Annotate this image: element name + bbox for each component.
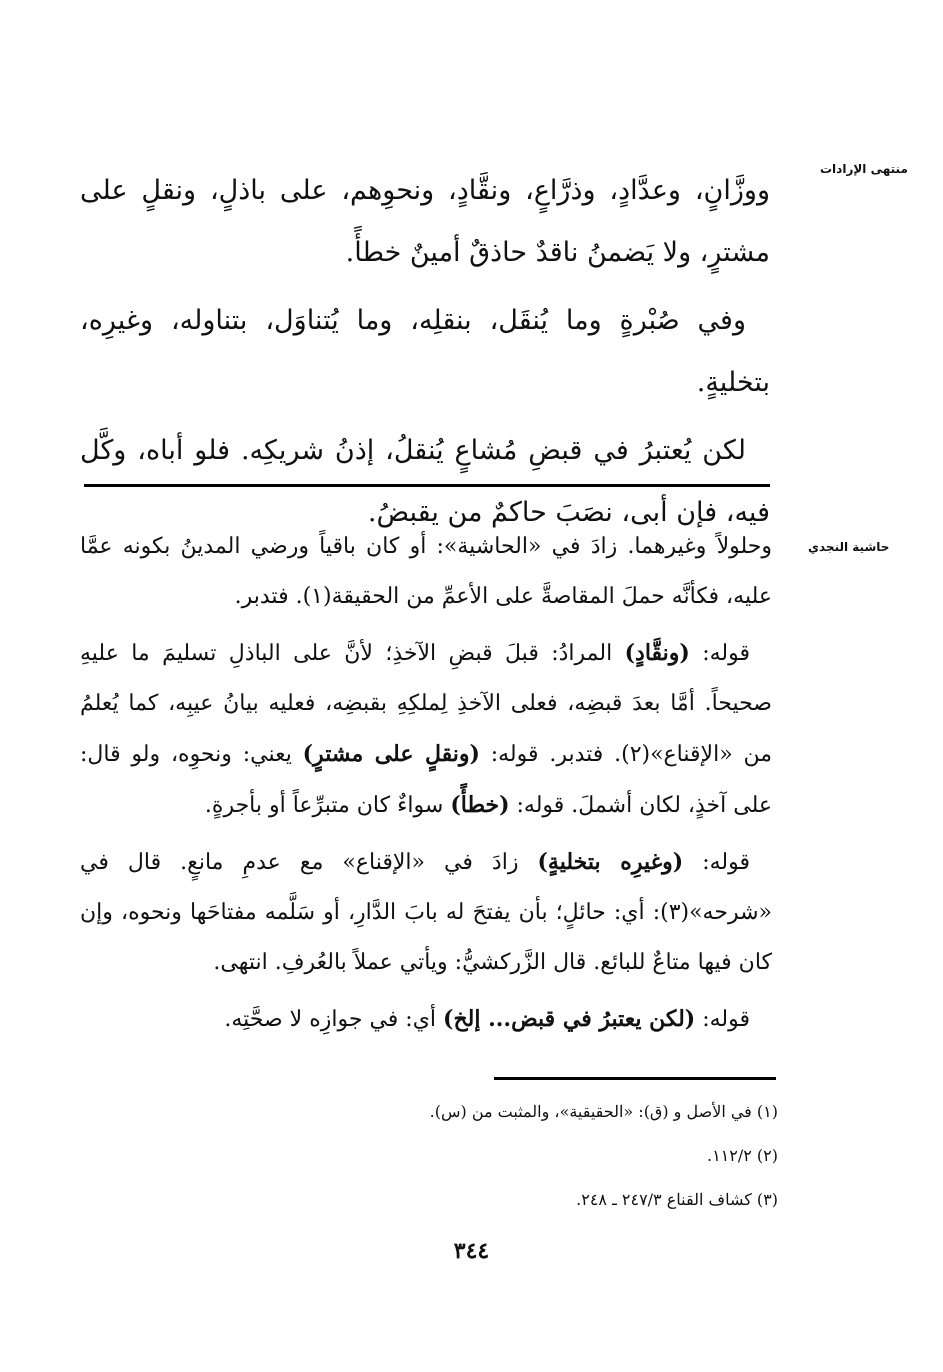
commentary-text-run: أي: في جوازِه لا صحَّتِه. (224, 1007, 444, 1032)
commentary-text (80, 522, 772, 1051)
commentary-text-run: المرادُ: قبلَ قبضِ الآخذِ؛ لأنَّ على الباذلِ تسليمَ ما عليهِ صحيحاً. أمَّا بعدَ قبضِه، فعلى الآخذِ لِملكِهِ بقبضِه، فعليه بيانُ عيبِه، كما يُعلمُ من «الإقناع»(٢). فتدبر. قوله: (80, 641, 773, 767)
footnotes (300, 1090, 778, 1222)
commentary-quote-lead: قوله: (695, 1007, 750, 1032)
commentary-text-run: سواءٌ كان متبرِّعاً أو بأجرةٍ. (204, 793, 451, 818)
commentary-paragraph (80, 837, 772, 988)
commentary-quote-lead: قوله: (683, 850, 750, 875)
commentary-keyword: (وغيرِه بتخليةٍ) (537, 849, 684, 875)
commentary-paragraph: وحلولاً وغيرهما. زادَ في «الحاشية»: أو كان باقياً ورضي المدينُ بكونه عمَّا عليه، فكأنَّه حملَ المقاصةَّ على الأعمِّ من الحقيقة(١). فتدبر. (80, 534, 772, 609)
commentary-text-run: زادَ في «الإقناع» مع عدمِ مانعٍ. قال في «شرحه»(٣): أي: حائلٍ؛ بأن يفتحَ له بابَ الدَّارِ، أو سَلَّمه مفتاحَها ونحوه، وإن كان فيها متاعٌ للبائع. قال الزَّركشيُّ: ويأتي عملاً بالعُرفِ. انتهى. (80, 850, 772, 975)
commentary-keyword: (ونقلٍ على مشترٍ) (302, 741, 480, 767)
footnote-item: (٣) كشاف القناع ٢٤٧/٣ ـ ٢٤٨. (576, 1190, 778, 1209)
page-number: ٣٤٤ (453, 1238, 490, 1264)
footnote-divider (494, 1077, 776, 1080)
main-text (80, 160, 770, 550)
main-text-label: منتهى الإرادات (820, 162, 908, 176)
main-paragraph: ووزَّانٍ، وعدَّادٍ، وذرَّاعٍ، ونقَّادٍ، ونحوِهم، على باذلٍ، ونقلٍ على مشترٍ، ولا يَضمنُ ناقدٌ حاذقٌ أمينٌ خطأً. (80, 175, 770, 268)
commentary-paragraph (80, 994, 772, 1045)
footnote-item: (٢) ١١٢/٢. (706, 1146, 778, 1165)
main-paragraph: لكن يُعتبرُ في قبضِ مُشاعٍ يُنقلُ، إذنُ شريكِه. فلو أباه، وكَّل فيه، فإن أبى، نصَبَ حاكمٌ من يقبضُ. (80, 435, 770, 528)
commentary-text-run: يعني: ونحوِه، ولو قال: على آخذٍ، لكان أشملَ. قوله: (80, 742, 772, 818)
commentary-label: حاشية النجدي (808, 540, 890, 554)
commentary-keyword: (خطأً) (450, 792, 510, 818)
footnote-item: (١) في الأصل و (ق): «الحقيقية»، والمثبت من (س). (429, 1102, 778, 1121)
commentary-keyword: (ونقَّادٍ) (624, 640, 690, 666)
commentary-keyword: (لكن يعتبرُ في قبض... إلخ) (443, 1006, 696, 1032)
section-divider (84, 484, 770, 487)
commentary-paragraph (80, 628, 772, 831)
main-paragraph: وفي صُبْرةٍ وما يُنقَل، بنقلِه، وما يُتناوَل، بتناوله، وغيرِه، بتخليةٍ. (80, 305, 770, 398)
commentary-quote-lead: قوله: (689, 641, 750, 666)
